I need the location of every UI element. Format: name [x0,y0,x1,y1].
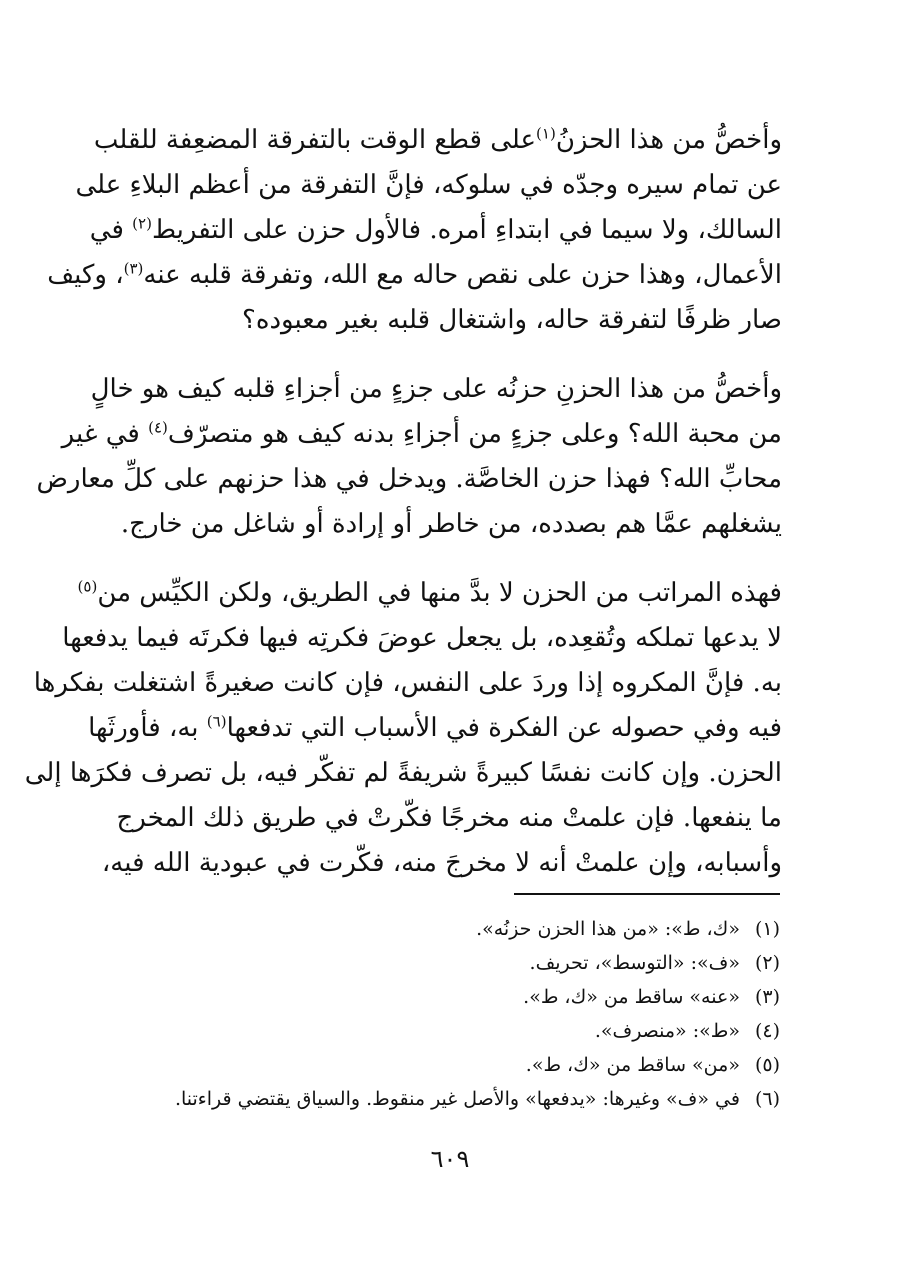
paragraph-line: فيه وفي حصوله عن الفكرة في الأسباب التي تدفعها$^{(٦)}$ به، فأورثَها [88,712,782,743]
paragraph-3 [24,571,782,886]
paragraph-line: ما ينفعها. فإن علمتْ منه مخرجًا فكّرتْ في طريق ذلك المخرج [116,803,782,833]
footnote-text: «من» ساقط من «ك، ط». [525,1054,740,1076]
body-text [24,118,782,910]
footnote-number: (٤) [754,1020,780,1042]
paragraph-line: لا يدعها تملكه وتُقعِده، بل يجعل عوضَ فكرتِه فيها فكرتَه فيما يدفعها [62,623,782,653]
footnote-1 [100,912,780,946]
paragraph-line: وأخصُّ من هذا الحزنِ حزنُه على جزءٍ من أجزاءِ قلبه كيف هو خالٍ [90,374,782,404]
footnote-2 [100,946,780,980]
footnote-text: «عنه» ساقط من «ك، ط». [523,986,740,1008]
footnote-number: (٣) [754,986,780,1008]
page-number: ٦٠٩ [430,1145,470,1173]
paragraph-line: وأخصُّ من هذا الحزنُ$^{(١)}$على قطع الوقت بالتفرقة المضعِفة للقلب [93,124,782,155]
footnote-5 [100,1048,780,1082]
footnote-number: (٢) [754,952,780,974]
paragraph-line: صار ظرفًا لتفرقة حاله، واشتغال قلبه بغير معبوده؟ [242,305,782,335]
paragraph-line: من محبة الله؟ وعلى جزءٍ من أجزاءِ بدنه كيف هو متصرّف$^{(٤)}$ في غير [61,418,782,449]
footnote-ref-5[interactable]: (٥) [77,577,98,596]
paragraph-1 [47,118,782,343]
footnote-ref-3[interactable]: (٣) [123,259,144,278]
footnote-ref-1[interactable]: (١) [536,124,556,143]
footnote-4 [100,1014,780,1048]
paragraph-line: عن تمام سيره وجدّه في سلوكه، فإنَّ التفرقة من أعظم البلاءِ على [75,170,782,200]
paragraph-line: به. فإنَّ المكروه إذا وردَ على النفس، فإن كانت صغيرةً اشتغلت بفكرها [33,668,782,698]
footnote-ref-2[interactable]: (٢) [132,214,152,233]
footnote-number: (١) [754,918,780,940]
footnote-text: في «ف» وغيرها: «يدفعها» والأصل غير منقوط. والسياق يقتضي قراءتنا. [174,1088,740,1110]
footnote-text: «ك، ط»: «من هذا الحزن حزنُه». [476,918,740,940]
paragraph-2 [36,367,782,547]
paragraph-line: الحزن. وإن كانت نفسًا كبيرةً شريفةً لم تفكّر فيه، بل تصرف فكرَها إلى [24,758,782,788]
footnote-ref-4[interactable]: (٤) [148,418,168,437]
footnote-ref-6[interactable]: (٦) [206,712,227,731]
paragraph-line: محابِّ الله؟ فهذا حزن الخاصَّة. ويدخل في هذا حزنهم على كلِّ معارض [36,464,782,494]
footnote-text: «ط»: «منصرف». [594,1020,740,1042]
footnotes [100,912,780,1116]
paragraph-line: الأعمال، وهذا حزن على نقص حاله مع الله، وتفرقة قلبه عنه$^{(٣)}$، وكيف [47,259,782,290]
paragraph-line: السالك، ولا سيما في ابتداءِ أمره. فالأول حزن على التفريط$^{(٢)}$ في [89,214,782,245]
footnote-3 [100,980,780,1014]
paragraph-line: فهذه المراتب من الحزن لا بدَّ منها في الطريق، ولكن الكيِّس من$^{(٥)}$ [77,577,782,608]
paragraph-line: وأسبابه، وإن علمتْ أنه لا مخرجَ منه، فكّرت في عبودية الله فيه، [101,848,782,878]
footnote-separator [514,893,780,895]
footnote-number: (٥) [754,1054,780,1076]
footnote-text: «ف»: «التوسط»، تحريف. [529,952,740,974]
footnote-number: (٦) [754,1088,780,1110]
footnote-6 [100,1082,780,1116]
paragraph-line: يشغلهم عمَّا هم بصدده، من خاطر أو إرادة أو شاغل من خارج. [120,509,782,539]
